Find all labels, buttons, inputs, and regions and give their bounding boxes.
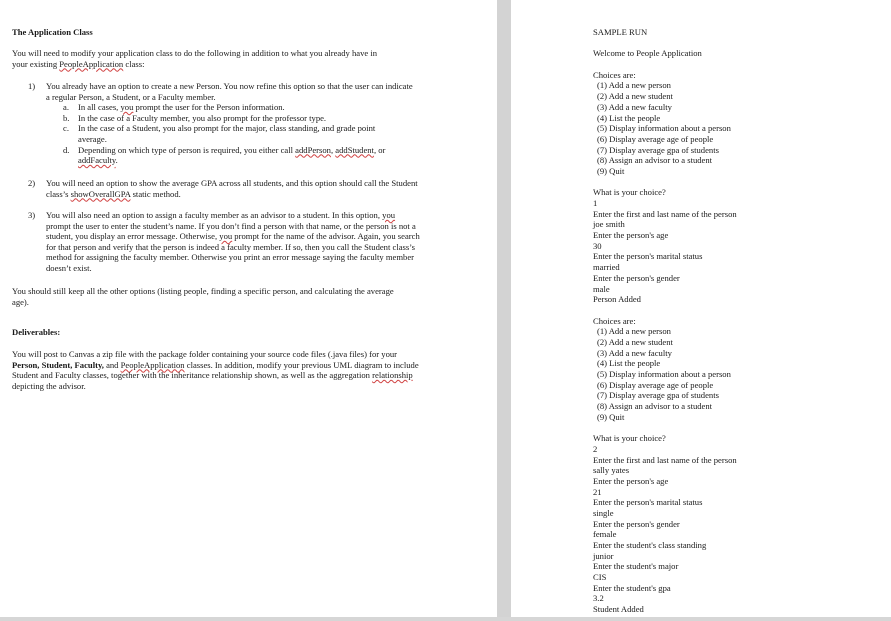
choice-prompt: What is your choice? xyxy=(593,433,666,444)
run-line: married xyxy=(593,262,620,273)
document-page-right xyxy=(511,0,891,621)
choice-item: (5) Display information about a person xyxy=(597,123,731,134)
intro-paragraph: You will need to modify your application class to do the following in addition to what you already have in your existing PeopleApplication class: xyxy=(12,48,378,69)
run-line: CIS xyxy=(593,572,607,583)
choice-item: (4) List the people xyxy=(597,112,661,123)
run-line: Enter the person's marital status xyxy=(593,497,703,508)
run-line: Enter the person's gender xyxy=(593,518,680,529)
run-line: Enter the person's age xyxy=(593,475,669,486)
deliverables-paragraph: You will post to Canvas a zip file with the package folder containing your source code files (.java files) for your Person, Student, Faculty, and PeopleApplication classes. In addition, modify your previous UML diagram to include Student and Faculty classes, together with the inheritance relationship shown, as well as the aggregation relationship depicting the advisor. xyxy=(12,349,419,391)
spell-flag: PeopleApplication xyxy=(59,58,124,69)
choice-item: (8) Assign an advisor to a student xyxy=(597,401,713,412)
sample-run xyxy=(593,27,883,615)
choice-item: (6) Display average age of people xyxy=(597,133,714,144)
sub-item-d: d. Depending on which type of person is required, you either call addPerson, addStudent, or addFaculty. xyxy=(63,144,386,166)
run-line: 1 xyxy=(593,198,598,208)
choice-item: (1) Add a new person xyxy=(597,80,671,91)
welcome-line: Welcome to People Application xyxy=(593,48,702,59)
choice-prompt: What is your choice? xyxy=(593,187,666,198)
choice-item: (8) Assign an advisor to a student xyxy=(597,155,713,166)
sub-item-c: c. In the case of a Student, you also prompt for the major, class standing, and grade point average. xyxy=(63,123,376,144)
run-line: female xyxy=(593,529,617,540)
choice-item: (5) Display information about a person xyxy=(597,369,731,379)
choice-item: (3) Add a new faculty xyxy=(597,101,672,112)
choices-header: Choices are: xyxy=(593,315,636,326)
run-line: Student Added xyxy=(593,604,644,615)
list-item-2: 2) You will need an option to show the average GPA across all students, and this option should call the Student class’s showOverallGPA static method. xyxy=(28,178,418,199)
run-line: 2 xyxy=(593,443,598,454)
sub-item-a: a. In all cases, you prompt the user for the Person information. xyxy=(63,102,285,113)
sample-run-title: SAMPLE RUN xyxy=(593,27,648,37)
list-item-3: 3) You will also need an option to assign a faculty member as an advisor to a student. In this option, you prompt the user to enter the student’s name. If you don’t find a person with that name, or the person is not a student, you display an error message. Otherwise, you prompt for the name of the advisor. Again, you search for that person and verify that the person is indeed a faculty member. If so, then you call the Student class’s method for assigning the faculty member. Otherwise you print an error message saying the faculty member doesn’t exist. xyxy=(28,210,420,273)
deliverables-heading: Deliverables: xyxy=(12,327,61,337)
choice-item: (9) Quit xyxy=(597,411,625,422)
run-line: joe smith xyxy=(593,219,625,230)
run-line: junior xyxy=(593,550,614,561)
run-line: Enter the student's class standing xyxy=(593,540,707,550)
run-line: single xyxy=(593,507,614,518)
run-line: 21 xyxy=(593,486,602,497)
choice-item: (2) Add a new student xyxy=(597,91,673,102)
run-line: Enter the first and last name of the person xyxy=(593,208,737,219)
sub-item-b: b. In the case of a Faculty member, you also prompt for the professor type. xyxy=(63,112,327,123)
window-bottom-edge xyxy=(0,617,891,621)
choice-item: (3) Add a new faculty xyxy=(597,347,672,358)
run-line: 3.2 xyxy=(593,593,604,604)
list-item-1: 1) You already have an option to create a new Person. You now refine this option so that the user can indicate a regular Person, a Student, or a Faculty member. a. In all cases, you prompt the user for the Person information. b. In the case of a Faculty member, you also prompt for the professor type. c. In the case of a Student, you also prompt for the major, class standing, and grade point average. d. Depending on which type of person is required, you either call addPerson, addStudent, or addFaculty. xyxy=(28,81,418,166)
run-line: sally yates xyxy=(593,465,630,476)
choices-header: Choices are: xyxy=(593,69,636,80)
choice-item: (4) List the people xyxy=(597,358,661,369)
choice-item: (6) Display average age of people xyxy=(597,379,714,390)
page-title: The Application Class xyxy=(12,27,93,37)
run-line: 30 xyxy=(593,240,602,251)
run-line: Enter the person's age xyxy=(593,230,669,241)
run-line: male xyxy=(593,283,610,294)
run-line: Enter the person's marital status xyxy=(593,251,703,262)
choice-item: (1) Add a new person xyxy=(597,326,671,337)
run-line: Enter the person's gender xyxy=(593,272,680,283)
choice-item: (7) Display average gpa of students xyxy=(597,390,719,401)
run-line: Enter the first and last name of the person xyxy=(593,454,737,465)
keep-options-paragraph: You should still keep all the other options (listing people, finding a specific person, and calculating the average age). xyxy=(12,286,394,307)
run-line: Person Added xyxy=(593,294,641,305)
run-line: Enter the student's major xyxy=(593,561,679,572)
run-line: Enter the student's gpa xyxy=(593,582,671,593)
choice-item: (2) Add a new student xyxy=(597,336,673,347)
choice-item: (7) Display average gpa of students xyxy=(597,144,719,155)
choice-item: (9) Quit xyxy=(597,165,625,176)
